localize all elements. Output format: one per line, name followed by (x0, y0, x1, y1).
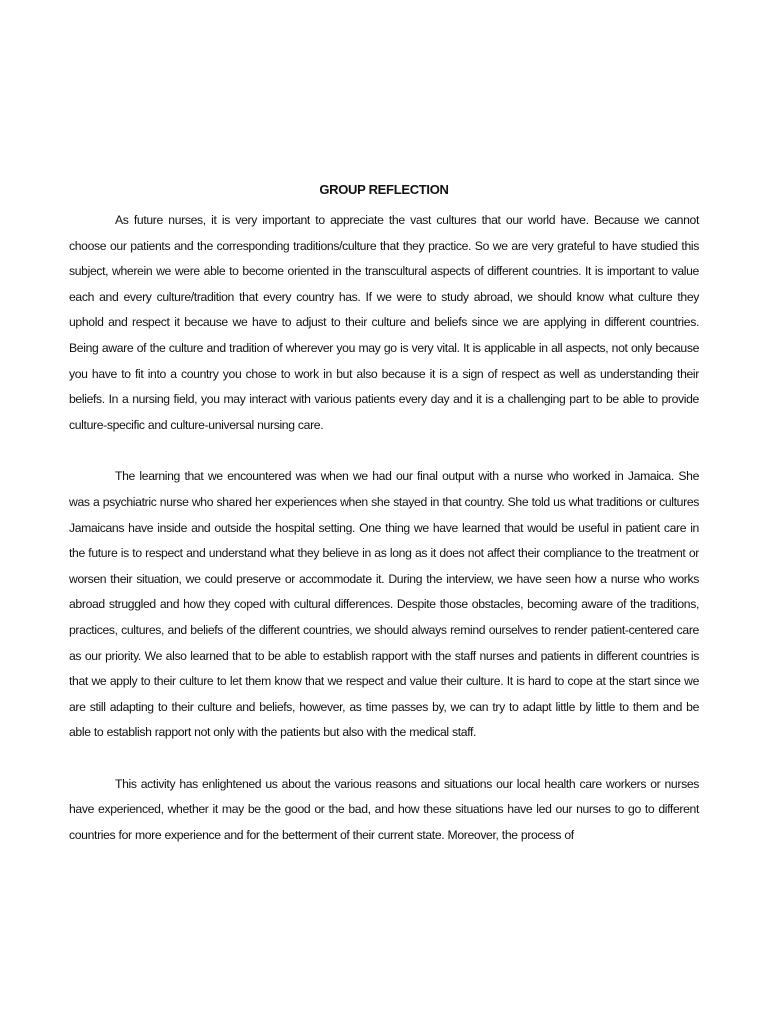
document-title: GROUP REFLECTION (319, 182, 449, 197)
paragraph-3: This activity has enlightened us about the various reasons and situations our local health care workers or nurses have experienced, whether it may be the good or the bad, and how these situations have led our nurses to go to different countries for more experience and for the betterment of their current state. Moreover, the process of (69, 776, 699, 843)
paragraph-2: The learning that we encountered was when we had our final output with a nurse who worked in Jamaica. She was a psychiatric nurse who shared her experiences when she stayed in that country. She told us what traditions or cultures Jamaicans have inside and outside the hospital setting. One thing we have learned that would be useful in patient care in the future is to respect and understand what they believe in as long as it does not affect their compliance to the treatment or worsen their situation, we could preserve or accommodate it. During the interview, we have seen how a nurse who works abroad struggled and how they coped with cultural differences. Despite those obstacles, becoming aware of the traditions, practices, cultures, and beliefs of the different countries, we should always remind ourselves to render patient-centered care as our priority. We also learned that to be able to establish rapport with the staff nurses and patients in different countries is that we apply to their culture to let them know that we respect and value their culture. It is hard to cope at the start since we are still adapting to their culture and beliefs, however, as time passes by, we can try to adapt little by little to them and be able to establish rapport not only with the patients but also with the medical staff. (69, 469, 699, 740)
document-body (69, 208, 699, 849)
paragraph-1: As future nurses, it is very important to appreciate the vast cultures that our world have. Because we cannot choose our patients and the corresponding traditions/culture that they practice. So we are very grateful to have studied this subject, wherein we were able to become oriented in the transcultural aspects of different countries. It is important to value each and every culture/tradition that every country has. If we were to study abroad, we should know what culture they uphold and respect it because we have to adjust to their culture and beliefs since we are applying in different countries. Being aware of the culture and tradition of wherever you may go is very vital. It is applicable in all aspects, not only because you have to fit into a country you chose to work in but also because it is a sign of respect as well as understanding their beliefs. In a nursing field, you may interact with various patients every day and it is a challenging part to be able to provide culture-specific and culture-universal nursing care. (69, 213, 699, 432)
